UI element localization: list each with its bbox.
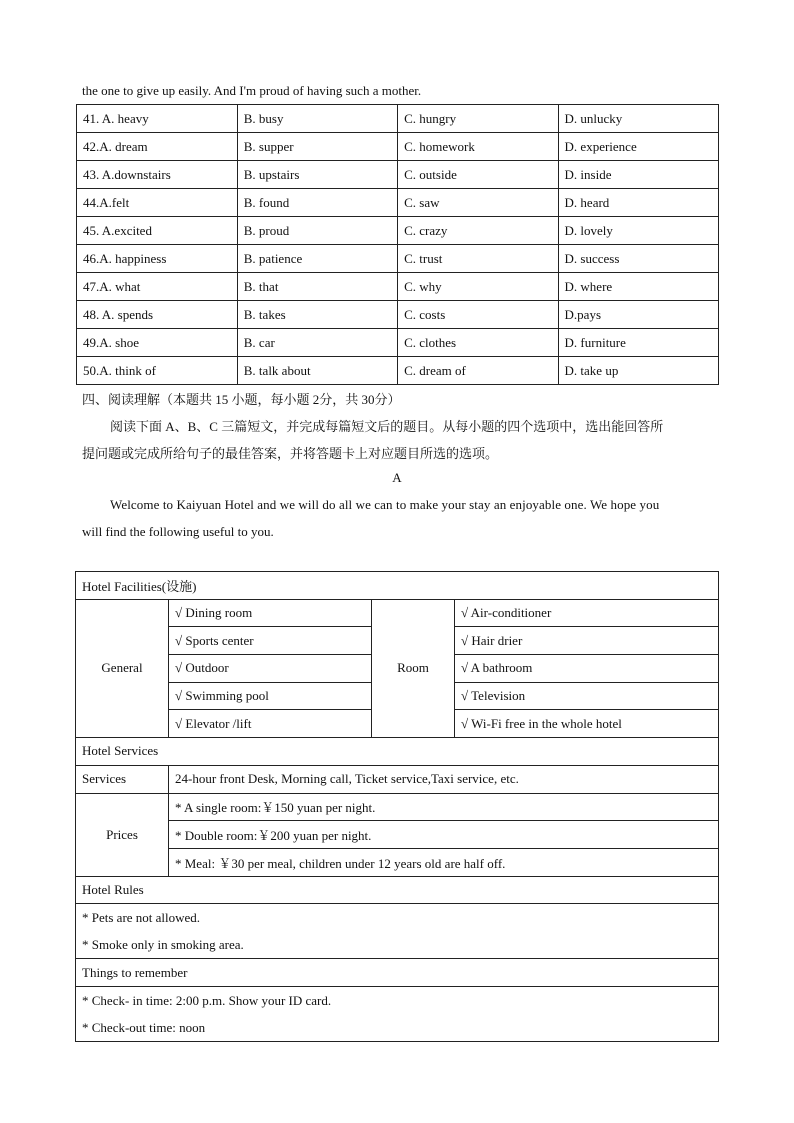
instructions-line-2: 提问题或完成所给句子的最佳答案，并将答题卡上对应题目所选的选项。 <box>82 446 499 461</box>
room-item: √ Television <box>455 682 719 710</box>
choice-option: 46.A. happiness <box>77 245 238 273</box>
intro-line: the one to give up easily. And I'm proud of having such a mother. <box>82 83 422 98</box>
rule-item: * Pets are not allowed. <box>82 910 201 926</box>
choice-option: B. upstairs <box>237 161 397 189</box>
choice-row <box>77 133 719 161</box>
instructions-line-1: 阅读下面 A、B、C 三篇短文，并完成每篇短文后的题目。从每小题的四个选项中，选出能回答所 <box>110 419 664 434</box>
choice-option: 42.A. dream <box>77 133 238 161</box>
choices-table <box>76 104 719 385</box>
choice-option: D. experience <box>558 133 718 161</box>
price-item: * Double room:￥200 yuan per night. <box>169 821 719 849</box>
room-label: Room <box>372 599 455 737</box>
choice-option: B. takes <box>237 301 397 329</box>
choice-option: 43. A.downstairs <box>77 161 238 189</box>
general-item: √ Swimming pool <box>169 682 372 710</box>
hotel-info-table <box>75 571 719 1042</box>
choice-row <box>77 329 719 357</box>
services-label: Services <box>76 765 169 793</box>
welcome-line-2: will find the following useful to you. <box>82 524 274 539</box>
choice-option: 50.A. think of <box>77 357 238 385</box>
price-item: * Meal: ￥30 per meal, children under 12 years old are half off. <box>169 848 719 876</box>
general-item: √ Sports center <box>169 627 372 655</box>
choice-option: 44.A.felt <box>77 189 238 217</box>
general-label: General <box>76 599 169 737</box>
rules-title: Hotel Rules <box>76 876 719 904</box>
passage-letter: A <box>392 470 402 485</box>
choice-option: B. patience <box>237 245 397 273</box>
choice-row <box>77 245 719 273</box>
rule-item: * Smoke only in smoking area. <box>82 937 244 953</box>
choice-option: B. supper <box>237 133 397 161</box>
choice-option: D.pays <box>558 301 718 329</box>
choice-row <box>77 273 719 301</box>
remember-item: * Check-out time: noon <box>82 1019 206 1035</box>
welcome-line-1: Welcome to Kaiyuan Hotel and we will do all we can to make your stay an enjoyable one. We hope you <box>110 497 660 512</box>
choice-option: D. unlucky <box>558 105 718 133</box>
choice-option: 49.A. shoe <box>77 329 238 357</box>
choice-option: 41. A. heavy <box>77 105 238 133</box>
choice-option: 48. A. spends <box>77 301 238 329</box>
choice-option: C. hungry <box>398 105 558 133</box>
services-value: 24-hour front Desk, Morning call, Ticket service,Taxi service, etc. <box>169 765 719 793</box>
rules-cell <box>76 904 719 959</box>
choice-option: B. talk about <box>237 357 397 385</box>
price-item: * A single room:￥150 yuan per night. <box>169 793 719 821</box>
room-item: √ A bathroom <box>455 655 719 683</box>
general-item: √ Outdoor <box>169 655 372 683</box>
choice-row <box>77 217 719 245</box>
choice-option: C. trust <box>398 245 558 273</box>
choice-option: D. inside <box>558 161 718 189</box>
choice-option: B. found <box>237 189 397 217</box>
choice-option: D. where <box>558 273 718 301</box>
choice-row <box>77 357 719 385</box>
choice-option: B. proud <box>237 217 397 245</box>
general-item: √ Dining room <box>169 599 372 627</box>
services-title: Hotel Services <box>76 738 719 766</box>
choice-row <box>77 189 719 217</box>
room-item: √ Hair drier <box>455 627 719 655</box>
choice-option: D. furniture <box>558 329 718 357</box>
choice-option: D. heard <box>558 189 718 217</box>
remember-cell <box>76 986 719 1041</box>
facilities-title: Hotel Facilities(设施) <box>76 572 719 600</box>
room-item: √ Wi-Fi free in the whole hotel <box>455 710 719 738</box>
section-heading: 四、阅读理解（本题共 15 小题，每小题 2分，共 30分） <box>82 392 401 407</box>
choice-option: B. that <box>237 273 397 301</box>
choice-option: C. homework <box>398 133 558 161</box>
choice-option: C. costs <box>398 301 558 329</box>
choice-option: C. why <box>398 273 558 301</box>
choice-row <box>77 161 719 189</box>
choice-option: D. take up <box>558 357 718 385</box>
remember-item: * Check- in time: 2:00 p.m. Show your ID card. <box>82 992 332 1008</box>
choice-option: C. saw <box>398 189 558 217</box>
choice-option: C. outside <box>398 161 558 189</box>
remember-title: Things to remember <box>76 959 719 987</box>
choice-option: D. lovely <box>558 217 718 245</box>
choice-option: 45. A.excited <box>77 217 238 245</box>
choice-option: 47.A. what <box>77 273 238 301</box>
choice-option: C. clothes <box>398 329 558 357</box>
choice-option: C. crazy <box>398 217 558 245</box>
choice-row <box>77 301 719 329</box>
choice-option: B. busy <box>237 105 397 133</box>
choice-option: D. success <box>558 245 718 273</box>
room-item: √ Air-conditioner <box>455 599 719 627</box>
choice-option: B. car <box>237 329 397 357</box>
prices-label: Prices <box>76 793 169 876</box>
choice-option: C. dream of <box>398 357 558 385</box>
choice-row <box>77 105 719 133</box>
general-item: √ Elevator /lift <box>169 710 372 738</box>
